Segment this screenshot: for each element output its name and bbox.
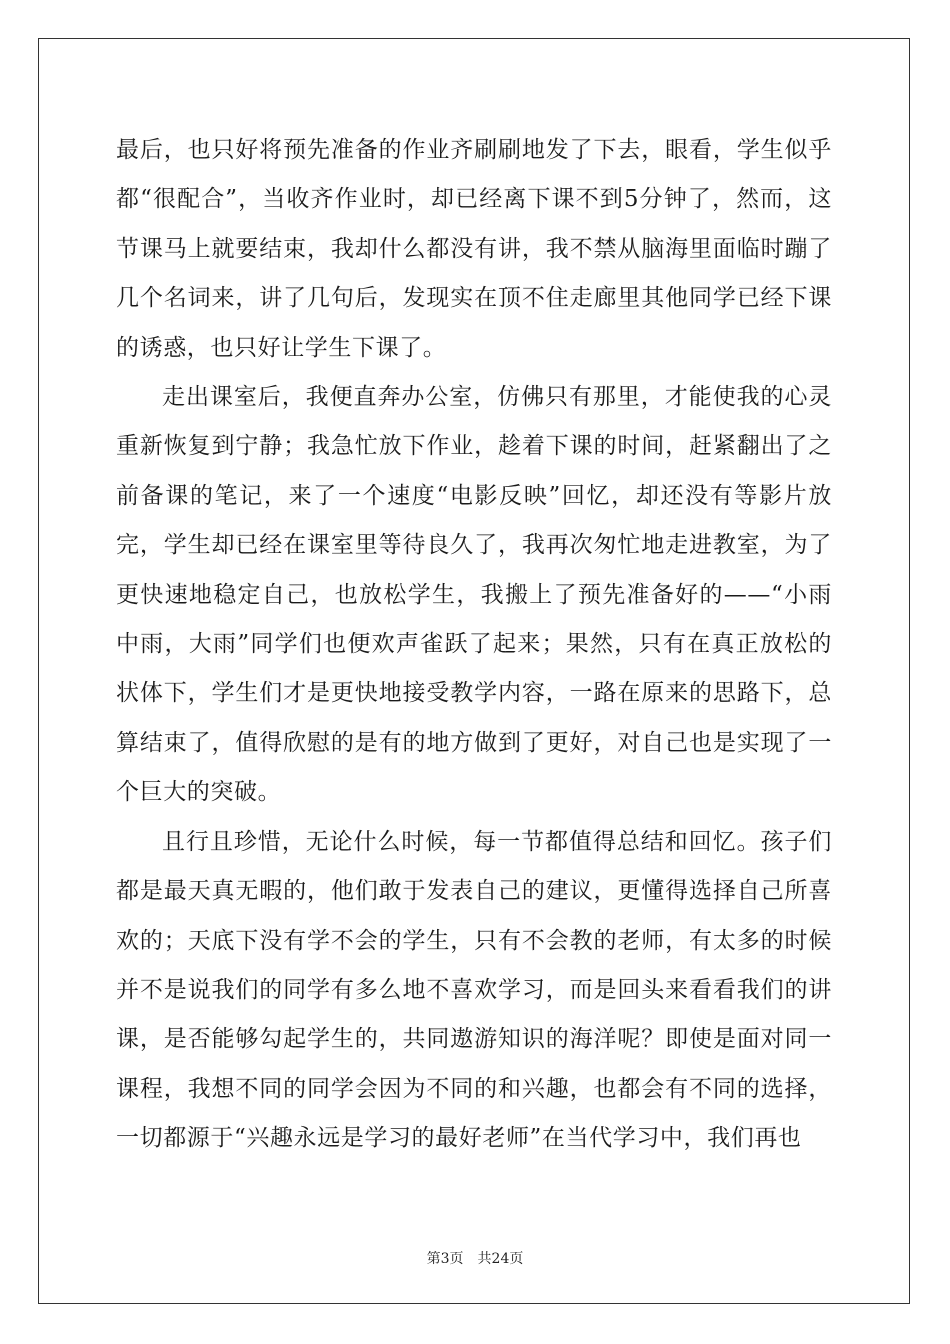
total-pages: 共24页 (477, 1251, 524, 1267)
paragraph-3: 且行且珍惜，无论什么时候，每一节都值得总结和回忆。孩子们都是最天真无暇的，他们敢于发表自己的建议，更懂得选择自己所喜欢的；天底下没有学不会的学生，只有不会教的老师，有太多的时候并不是说我们的同学有多么地不喜欢学习，而是回头来看看我们的讲课，是否能够勾起学生的，共同遨游知识的海洋呢？即使是面对同一课程，我想不同的同学会因为不同的和兴趣，也都会有不同的选择，一切都源于“兴趣永远是学习的最好老师”在当代学习中，我们再也 (116, 828, 832, 1152)
paragraph-2: 走出课室后，我便直奔办公室，仿佛只有那里，才能使我的心灵重新恢复到宁静；我急忙放下作业，趁着下课的时间，赶紧翻出了之前备课的笔记，来了一个速度“电影反映”回忆，却还没有等影片放完，学生却已经在课室里等待良久了，我再次匆忙地走进教室，为了更快速地稳定自己，也放松学生，我搬上了预先准备好的——“小雨中雨，大雨”同学们也便欢声雀跃了起来；果然，只有在真正放松的状体下，学生们才是更快地接受教学内容，一路在原来的思路下，总算结束了，值得欣慰的是有的地方做到了更好，对自己也是实现了一个巨大的突破。 (116, 384, 832, 806)
document-body (116, 126, 832, 1164)
paragraph-1: 最后，也只好将预先准备的作业齐刷刷地发了下去，眼看，学生似乎都“很配合”，当收齐作业时，却已经离下课不到5分钟了，然而，这节课马上就要结束，我却什么都没有讲，我不禁从脑海里面临时蹦了几个名词来，讲了几句后，发现实在顶不住走廊里其他同学已经下课的诱惑，也只好让学生下课了。 (116, 137, 832, 361)
page-number: 第3页 (426, 1251, 464, 1267)
page-footer (0, 1248, 950, 1268)
